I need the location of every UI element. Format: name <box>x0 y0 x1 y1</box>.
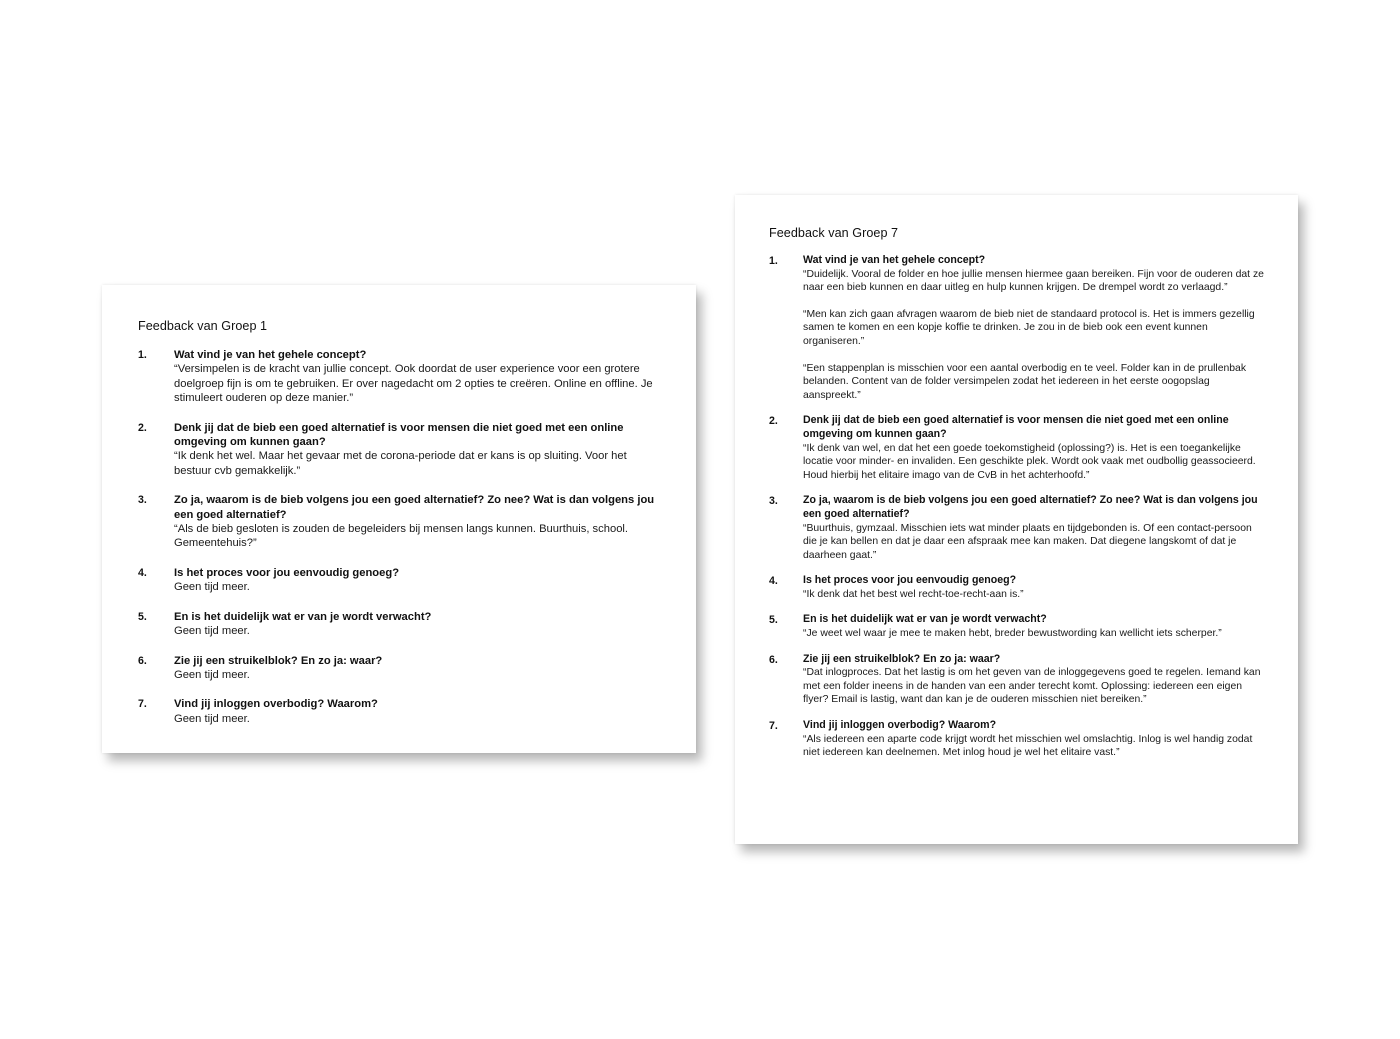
list-item <box>769 414 1268 482</box>
question-number: 1. <box>769 255 778 267</box>
question-list <box>138 348 656 726</box>
question-text: Vind jij inloggen overbodig? Waarom? <box>803 719 997 732</box>
question-text: Wat vind je van het gehele concept? <box>803 254 986 266</box>
question-body <box>174 610 656 639</box>
question-text: En is het duidelijk wat er van je wordt verwacht? <box>174 610 432 623</box>
card-title: Feedback van Groep 7 <box>769 226 899 240</box>
question-number: 1. <box>138 349 147 361</box>
question-body <box>803 494 1268 562</box>
question-number: 6. <box>138 654 147 667</box>
list-item <box>138 697 656 726</box>
answer-text: Geen tijd meer. <box>174 668 250 681</box>
question-text: Wat vind je van het gehele concept? <box>174 349 367 361</box>
list-item <box>769 719 1268 760</box>
question-body <box>803 613 1268 640</box>
list-item <box>138 493 656 551</box>
question-number: 5. <box>138 610 147 623</box>
question-number: 6. <box>769 653 778 666</box>
question-body <box>174 654 656 683</box>
answer-text: “Duidelijk. Vooral de folder en hoe jullie mensen hiermee gaan bereiken. Fijn voor de ouderen dat ze naar een bieb kunnen en daar uitleg en hulp kunnen krijgen. De drempel wordt zo verlaagd.” <box>803 268 1264 294</box>
question-text: En is het duidelijk wat er van je wordt verwacht? <box>803 613 1047 626</box>
answer-text: “Buurthuis, gymzaal. Misschien iets wat minder plaats en tijdgebonden is. Of een contact-persoon die je kan bellen en dat je daar een afspraak mee kan maken. Dat diegene langskomt of dat je daarheen gaat.” <box>803 522 1252 561</box>
card-title: Feedback van Groep 1 <box>138 319 268 333</box>
question-body <box>174 566 656 595</box>
question-text: Is het proces voor jou eenvoudig genoeg? <box>803 574 1017 587</box>
question-body <box>803 254 1268 402</box>
answer-text: Geen tijd meer. <box>174 625 250 638</box>
answer-text: “Versimpelen is de kracht van jullie concept. Ook doordat de user experience voor een grotere doelgroep fijn is om te gebruiken. Er over nagedacht om 2 opties te creëren. Online en offline. Je stimuleert ouderen op deze manier.” <box>174 363 653 405</box>
list-item <box>138 654 656 683</box>
answer-text: “Dat inlogproces. Dat het lastig is om het geven van de inloggegevens goed te regelen. Iemand kan met een folder ineens in de handen van een ander terecht komt. Oplossing: iedereen een eigen flyer? Email is lastig, want dan kan je de ouderen misschien niet bereiken.” <box>803 667 1261 706</box>
list-item <box>138 348 656 406</box>
question-body <box>174 493 656 551</box>
list-item <box>138 421 656 479</box>
question-number: 4. <box>769 575 778 588</box>
feedback-card-group-7 <box>735 195 1298 844</box>
list-item <box>769 613 1268 640</box>
question-text: Zo ja, waarom is de bieb volgens jou een goed alternatief? Zo nee? Wat is dan volgens jou een goed alternatief? <box>174 494 655 521</box>
question-number: 7. <box>138 698 147 711</box>
question-text: Is het proces voor jou eenvoudig genoeg? <box>174 566 400 579</box>
question-body <box>174 697 656 726</box>
question-text: Zie jij een struikelblok? En zo ja: waar? <box>803 652 1001 665</box>
answer-text: “Een stappenplan is misschien voor een aantal overbodig en te veel. Folder kan in de prullenbak belanden. Content van de folder versimpelen zodat het iedereen in het eerste oogopslag aanspreekt.” <box>803 362 1247 401</box>
question-text: Vind jij inloggen overbodig? Waarom? <box>174 698 378 711</box>
question-text: Denk jij dat de bieb een goed alternatief is voor mensen die niet goed met een online omgeving om kunnen gaan? <box>174 421 624 449</box>
answer-text: “Men kan zich gaan afvragen waarom de bieb niet de standaard protocol is. Het is immers gezellig samen te komen en een kopje koffie te drinken. Je zou in de bieb ook een event kunnen organiseren.” <box>803 308 1255 347</box>
question-body <box>174 348 656 406</box>
question-body <box>174 421 656 479</box>
question-text: Denk jij dat de bieb een goed alternatief is voor mensen die niet goed met een online omgeving om kunnen gaan? <box>803 414 1229 440</box>
question-number: 3. <box>138 494 147 507</box>
question-number: 2. <box>138 421 147 434</box>
answer-text: Geen tijd meer. <box>174 581 250 594</box>
answer-text: “Als iedereen een aparte code krijgt wordt het misschien wel omslachtig. Inlog is wel handig zodat niet iedereen kan deelnemen. Met inlog houd je wel het elitaire vast.” <box>803 733 1253 759</box>
list-item <box>769 254 1268 402</box>
question-text: Zo ja, waarom is de bieb volgens jou een goed alternatief? Zo nee? Wat is dan volgens jou een goed alternatief? <box>803 494 1258 520</box>
list-item <box>769 494 1268 562</box>
answer-text: “Als de bieb gesloten is zouden de begeleiders bij mensen langs kunnen. Buurthuis, school. Gemeentehuis?” <box>174 523 629 550</box>
list-item <box>138 610 656 639</box>
answer-text: “Ik denk van wel, en dat het een goede toekomstigheid (oplossing?) is. Het is een toegankelijke locatie voor minder- en invaliden. Een geschikte plek. Wordt ook vaak met oudbollig geassocieerd. Houd hierbij het elitaire imago van de CvB in het achterhoofd.” <box>803 442 1256 481</box>
question-number: 2. <box>769 415 778 428</box>
answer-text: “Ik denk het wel. Maar het gevaar met de corona-periode dat er kans is op sluiting. Voor het bestuur cvb gemakkelijk.” <box>174 450 627 477</box>
question-number: 4. <box>138 566 147 579</box>
list-item <box>769 653 1268 707</box>
list-item <box>769 574 1268 601</box>
question-body <box>803 719 1268 760</box>
answer-text: “Je weet wel waar je mee te maken hebt, breder bewustwording kan wellicht iets scherper.” <box>803 628 1222 640</box>
feedback-card-group-1 <box>102 285 696 753</box>
question-number: 5. <box>769 614 778 627</box>
question-number: 3. <box>769 495 778 508</box>
list-item <box>138 566 656 595</box>
question-body <box>803 574 1268 601</box>
question-number: 7. <box>769 720 778 733</box>
question-body <box>803 414 1268 482</box>
question-list <box>769 254 1268 760</box>
question-text: Zie jij een struikelblok? En zo ja: waar? <box>174 654 383 667</box>
answer-text: “Ik denk dat het best wel recht-toe-recht-aan is.” <box>803 588 1024 600</box>
answer-text: Geen tijd meer. <box>174 712 250 725</box>
question-body <box>803 653 1268 707</box>
